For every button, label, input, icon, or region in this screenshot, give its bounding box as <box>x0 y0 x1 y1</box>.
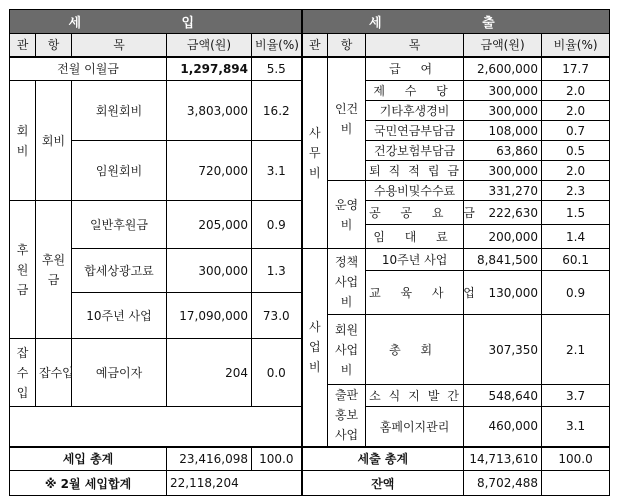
income-item-rate: 73.0 <box>252 293 302 339</box>
expense-total-amount: 14,713,610 <box>464 447 542 471</box>
col-rate: 비율(%) <box>542 34 610 57</box>
col-hang: 항 <box>328 34 366 57</box>
income-item-mok: 10주년 사업 <box>72 293 167 339</box>
col-amount: 금액(원) <box>464 34 542 57</box>
expense-item-amount: 300,000 <box>464 161 542 181</box>
expense-item-amount: 300,000 <box>464 81 542 101</box>
balance-amount: 8,702,488 <box>464 471 542 496</box>
income-feb-total-label: ※ 2월 세입합계 <box>10 471 167 496</box>
expense-item-rate: 3.1 <box>542 407 610 447</box>
income-misc-hang: 잡수입 <box>36 339 72 407</box>
expense-item-amount: 222,630 <box>464 201 542 225</box>
income-item-amount: 205,000 <box>167 201 252 249</box>
col-mok: 목 <box>72 34 167 57</box>
expense-policy-hang: 정책사업비 <box>328 249 366 315</box>
balance-empty <box>542 471 610 496</box>
income-sponsor-gwan: 후원금 <box>10 201 36 339</box>
expense-item-mok: 수용비및수수료 <box>366 181 464 201</box>
income-item-amount: 720,000 <box>167 141 252 201</box>
income-membership-gwan: 회비 <box>10 81 36 201</box>
expense-item-amount: 548,640 <box>464 385 542 407</box>
income-item-rate: 1.3 <box>252 249 302 293</box>
expense-total-rate: 100.0 <box>542 447 610 471</box>
col-gwan: 관 <box>10 34 36 57</box>
col-mok: 목 <box>366 34 464 57</box>
expense-item-mok: 10주년 사업 <box>366 249 464 271</box>
expense-item-amount: 307,350 <box>464 315 542 385</box>
expense-project-gwan: 사업비 <box>302 249 328 447</box>
expense-item-mok: 건강보험부담금 <box>366 141 464 161</box>
expense-item-mok: 기타후생경비 <box>366 101 464 121</box>
expense-item-amount: 130,000 <box>464 271 542 315</box>
income-misc-gwan: 잡수입 <box>10 339 36 407</box>
income-item-amount: 3,803,000 <box>167 81 252 141</box>
income-membership-hang: 회비 <box>36 81 72 201</box>
income-misc-mok: 예금이자 <box>72 339 167 407</box>
expense-member-hang: 회원사업비 <box>328 315 366 385</box>
expense-office-gwan: 사무비 <box>302 57 328 249</box>
expense-item-rate: 3.7 <box>542 385 610 407</box>
expense-item-amount: 200,000 <box>464 225 542 249</box>
income-empty-area <box>10 407 302 447</box>
expense-item-rate: 60.1 <box>542 249 610 271</box>
expense-item-mok: 공 공 요 금 <box>366 201 464 225</box>
income-item-mok: 일반후원금 <box>72 201 167 249</box>
col-hang: 항 <box>36 34 72 57</box>
expense-item-amount: 8,841,500 <box>464 249 542 271</box>
expense-item-mok: 퇴직적립금 <box>366 161 464 181</box>
expense-item-rate: 2.0 <box>542 101 610 121</box>
expense-item-mok: 총 회 <box>366 315 464 385</box>
income-item-amount: 17,090,000 <box>167 293 252 339</box>
income-item-mok: 회원회비 <box>72 81 167 141</box>
expense-item-amount: 2,600,000 <box>464 57 542 81</box>
col-gwan: 관 <box>302 34 328 57</box>
expense-publish-hang: 출판홍보사업 <box>328 385 366 447</box>
expense-total-label: 세출 총계 <box>302 447 464 471</box>
col-amount: 금액(원) <box>167 34 252 57</box>
income-misc-rate: 0.0 <box>252 339 302 407</box>
income-item-rate: 16.2 <box>252 81 302 141</box>
expense-title: 세 출 <box>302 10 610 34</box>
income-item-amount: 300,000 <box>167 249 252 293</box>
income-item-rate: 3.1 <box>252 141 302 201</box>
expense-item-rate: 17.7 <box>542 57 610 81</box>
income-total-label: 세입 총계 <box>10 447 167 471</box>
income-total-rate: 100.0 <box>252 447 302 471</box>
income-item-rate: 0.9 <box>252 201 302 249</box>
expense-personnel-hang: 인건비 <box>328 57 366 181</box>
income-feb-total-amount: 22,118,204 <box>167 471 302 496</box>
expense-item-rate: 0.5 <box>542 141 610 161</box>
budget-table-container <box>9 9 609 491</box>
income-title: 세 입 <box>10 10 302 34</box>
income-carryover-rate: 5.5 <box>252 57 302 81</box>
expense-item-mok: 급 여 <box>366 57 464 81</box>
expense-item-mok: 국민연금부담금 <box>366 121 464 141</box>
budget-table <box>9 9 610 496</box>
income-item-mok: 임원회비 <box>72 141 167 201</box>
income-sponsor-hang: 후원금 <box>36 201 72 339</box>
income-carryover-amount: 1,297,894 <box>167 57 252 81</box>
expense-item-mok: 소식지발간 <box>366 385 464 407</box>
expense-item-mok: 교 육 사 업 <box>366 271 464 315</box>
expense-item-mok: 제 수 당 <box>366 81 464 101</box>
income-total-amount: 23,416,098 <box>167 447 252 471</box>
expense-item-rate: 2.0 <box>542 81 610 101</box>
expense-item-rate: 2.0 <box>542 161 610 181</box>
col-rate: 비율(%) <box>252 34 302 57</box>
expense-item-rate: 1.5 <box>542 201 610 225</box>
expense-operation-hang: 운영비 <box>328 181 366 249</box>
expense-item-amount: 108,000 <box>464 121 542 141</box>
expense-item-amount: 63,860 <box>464 141 542 161</box>
expense-item-rate: 2.3 <box>542 181 610 201</box>
expense-item-mok: 임 대 료 <box>366 225 464 249</box>
balance-label: 잔액 <box>302 471 464 496</box>
income-carryover-label: 전월 이월금 <box>10 57 167 81</box>
expense-item-rate: 0.7 <box>542 121 610 141</box>
income-misc-amount: 204 <box>167 339 252 407</box>
expense-item-mok: 홈페이지관리 <box>366 407 464 447</box>
expense-item-amount: 460,000 <box>464 407 542 447</box>
expense-item-amount: 331,270 <box>464 181 542 201</box>
expense-item-rate: 0.9 <box>542 271 610 315</box>
income-item-mok: 합세상광고료 <box>72 249 167 293</box>
expense-item-rate: 2.1 <box>542 315 610 385</box>
expense-item-amount: 300,000 <box>464 101 542 121</box>
expense-item-rate: 1.4 <box>542 225 610 249</box>
